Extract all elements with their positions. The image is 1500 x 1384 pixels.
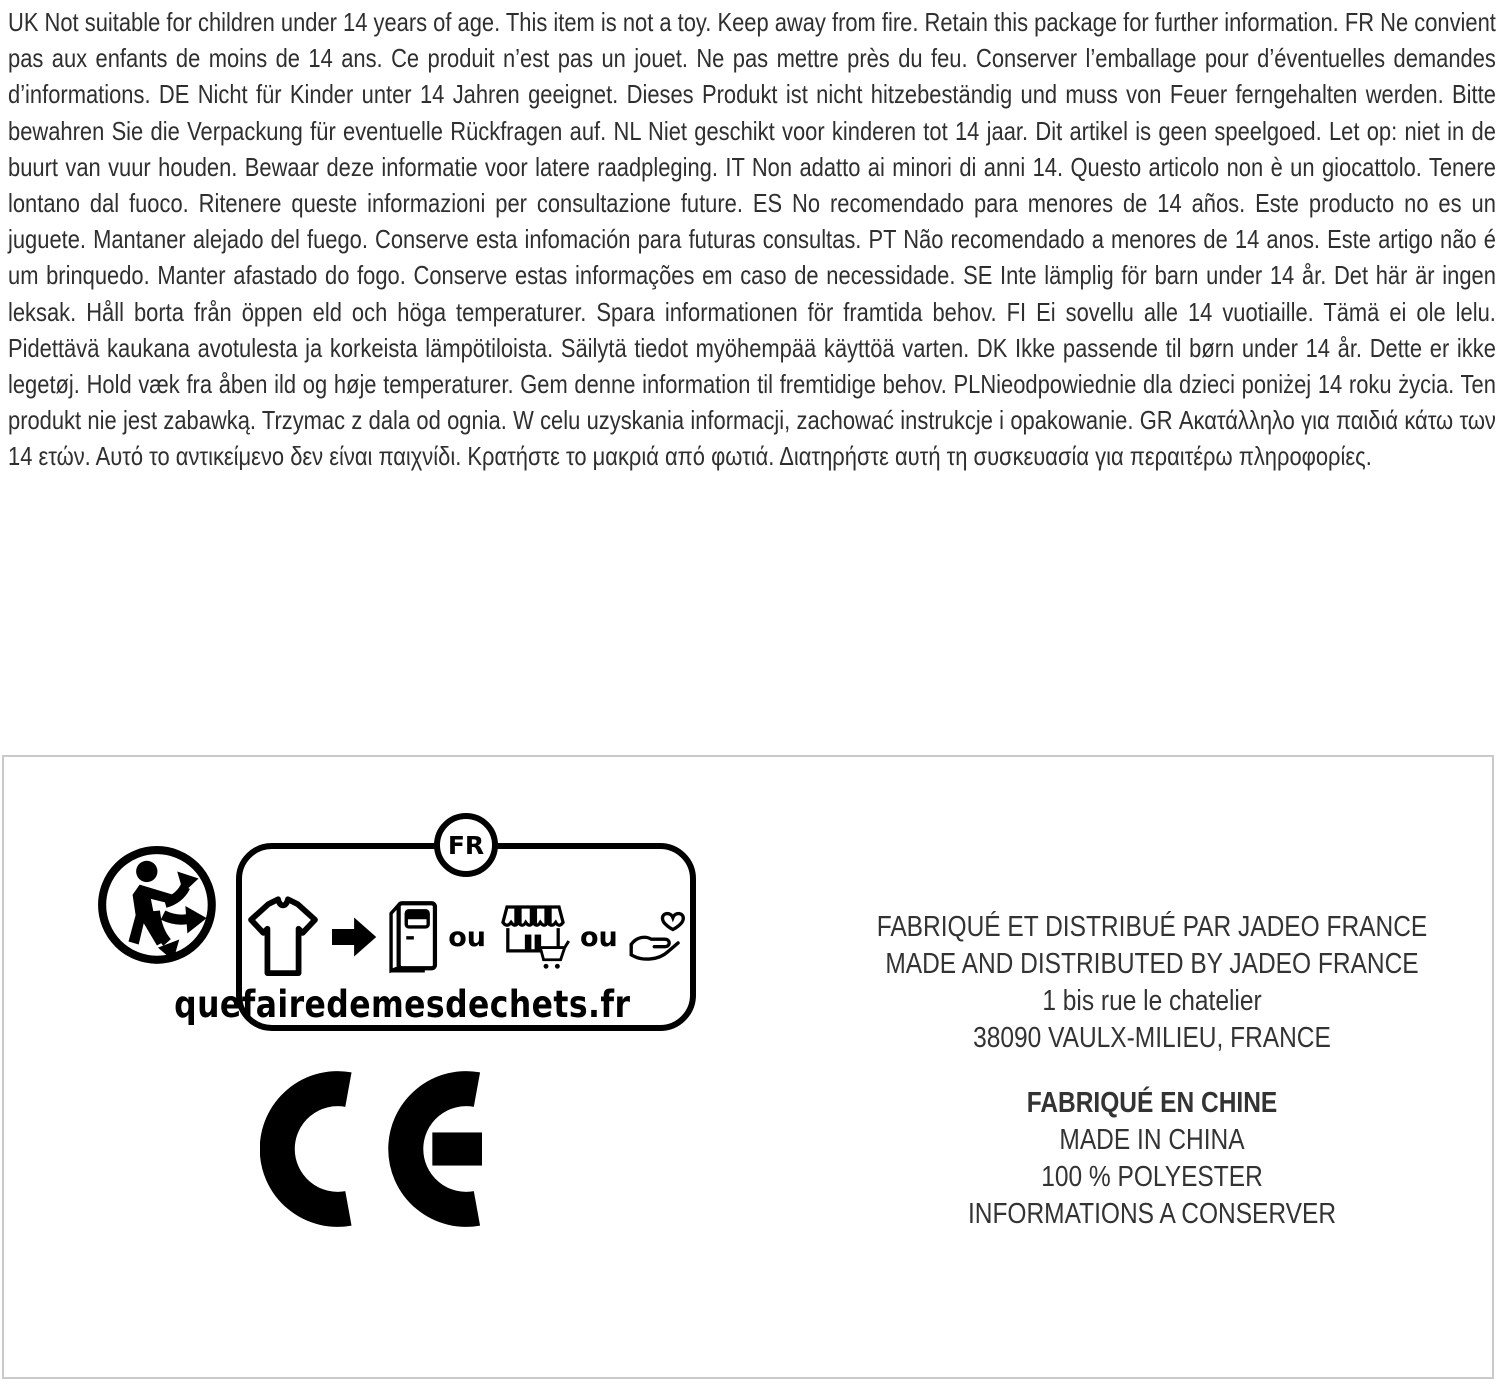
origin-line: FABRIQUÉ EN CHINE (1026, 1087, 1278, 1119)
fr-country-badge: FR (434, 813, 498, 877)
address-line: MADE AND DISTRIBUTED BY JADEO FRANCE (885, 948, 1419, 980)
donation-container-icon (386, 897, 440, 977)
manufacturer-address-block (814, 909, 1490, 1057)
origin-line: 100 % POLYESTER (1041, 1161, 1263, 1193)
shop-with-cart-icon (494, 897, 572, 977)
origin-line: MADE IN CHINA (1059, 1124, 1245, 1156)
address-line: 38090 VAULX-MILIEU, FRANCE (973, 1022, 1331, 1054)
arrow-right-icon (332, 915, 378, 959)
tshirt-icon (242, 891, 324, 983)
hand-with-heart-icon (626, 905, 690, 969)
address-line: 1 bis rue le chatelier (1042, 985, 1262, 1017)
footer-info-box (2, 755, 1494, 1379)
website-url: quefairedemesdechets.fr (174, 983, 631, 1026)
triman-recycling-icon (94, 842, 228, 976)
ce-mark-icon (260, 1069, 482, 1229)
safety-warnings-text: UK Not suitable for children under 14 years of age. This item is not a toy. Keep away from fire. Retain this package for further information. FR Ne convient pas aux enfants de moins de 14 ans. Ce produit n’est pas un jouet. Ne pas mettre près du feu. Conserver l’emballage pour d’éventuelles demandes d’informations. DE Nicht für Kinder unter 14 Jahren geeignet. Dieses Produkt ist nicht hitzebeständig und muss von Feuer ferngehalten werden. Bitte bewahren Sie die Verpackung für eventuelle Rückfragen auf. NL Niet geschikt voor kinderen tot 14 jaar. Dit artikel is geen speelgoed. Let op: niet in de buurt van vuur houden. Bewaar deze informatie voor latere raadpleging. IT Non adatto ai minori di anni 14. Questo articolo non è un giocattolo. Tenere lontano dal fuoco. Ritenere queste informazioni per consultazione future. ES No recomendado para menores de 14 años. Este producto no es un juguete. Mantaner alejado del fuego. Conserve esta infomación para futuras consultas. PT Não recomendado a menores de 14 anos. Este artigo não é um brinquedo. Manter afastado do fogo. Conserve estas informações em caso de necessidade. SE Inte lämplig för barn under 14 år. Det här är ingen leksak. Håll borta från öppen eld och höga temperaturer. Spara informationen för framtida behov. FI Ei sovellu alle 14 vuotiaille. Tämä ei ole lelu. Pidettävä kaukana avotulesta ja korkeista lämpötiloista. Säilytä tiedot myöhempää käyttöä varten. DK Ikke passende til børn under 14 år. Dette er ikke legetøj. Hold væk fra åben ild og høje temperaturer. Gem denne information til fremtidige behov. PLNieodpowiednie dla dzieci poniżej 14 roku życia. Ten produkt nie jest zabawką. Trzymac z dala od ognia. W celu uzyskania informacji, zachować instrukcje i opakowanie. GR Ακατάλληλο για παιδιά κάτω των 14 ετών. Αυτό το αντικείμενο δεν είναι παιχνίδι. Κρατήστε το μακριά από φωτιά. Διατηρήστε αυτή τη συσκευασία για περαιτέρω πληροφορίες. (8, 7, 1496, 472)
address-line: FABRIQUÉ ET DISTRIBUÉ PAR JADEO FRANCE (876, 911, 1428, 943)
or-label: ou (580, 921, 618, 953)
origin-block (814, 1085, 1490, 1233)
origin-line: INFORMATIONS A CONSERVER (967, 1198, 1337, 1230)
or-label: ou (448, 921, 486, 953)
